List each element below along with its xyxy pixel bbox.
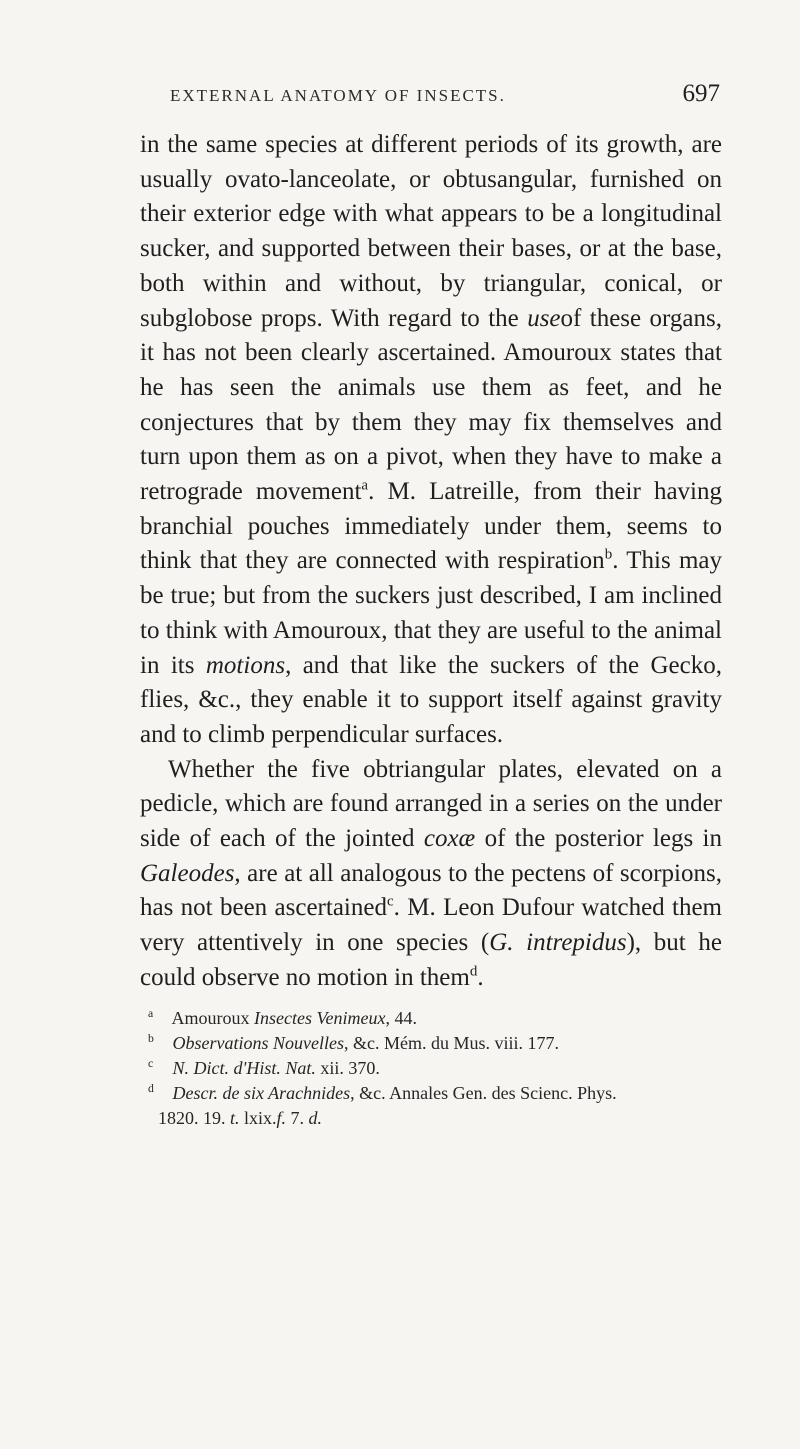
emphasis: Galeodes [140,859,235,887]
footnote-d: $^d$ Descr. de six Arachnides, &c. Annales Gen. des Scienc. Phys. [148,1082,617,1103]
footnote-ref: a [361,477,369,494]
footnote-b: $^b$ Observations Nouvelles, &c. Mém. du Mus. viii. 177. [148,1032,559,1053]
footnote-ref: d [469,963,478,980]
running-head [170,80,720,108]
footnote-c: $^c$ N. Dict. d'Hist. Nat. xii. 370. [148,1057,380,1078]
page-number: 697 [682,80,720,107]
body-text [140,128,722,996]
footnote-ref: b [604,547,613,564]
footnotes [140,1006,722,1131]
footnote-d-continued: 1820. 19. t. lxix.f. 7. d. [158,1108,323,1128]
paragraph: Whether the five obtriangular plates, elevated on a pedicle, which are found arranged in a series on the under side of each of the jointed coxæ of the posterior legs in Galeodes, are at all analogous to the pectens of scorpions, has not been ascertained$^c$. M. Leon Dufour watched them very attentively in one species (G. intrepidus), but he could observe no motion in them$^d$. [140,755,723,991]
running-title: EXTERNAL ANATOMY OF INSECTS. [170,86,506,105]
paragraph: in the same species at different periods of its growth, are usually ovato-lanceolate, or obtusangular, furnished on their exterior edge with what appears to be a longitudinal sucker, and supported between their bases, or at the base, both within and without, by triangular, conical, or subglobose props. With regard to the useof these organs, it has not been clearly ascertained. Amouroux states that he has seen the animals use them as feet, and he conjectures that by them they may fix themselves and turn upon them as on a pivot, when they have to make a retrograde movement$^a$. M. Latreille, from their having branchial pouches immediately under them, seems to think that they are connected with respiration$^b$. This may be true; but from the suckers just described, I am inclined to think with Amouroux, that they are useful to the animal in its motions, and that like the suckers of the Gecko, flies, &c., they enable it to support itself against gravity and to climb perpendicular surfaces. [140,131,722,748]
emphasis: G. intrepidus [489,929,627,957]
footnote-a: $^a$ Amouroux Insectes Venimeux, 44. [148,1007,417,1028]
footnote-ref: c [386,894,394,911]
emphasis: use [527,304,561,332]
emphasis: coxæ [423,825,476,853]
emphasis: motions [205,651,286,679]
